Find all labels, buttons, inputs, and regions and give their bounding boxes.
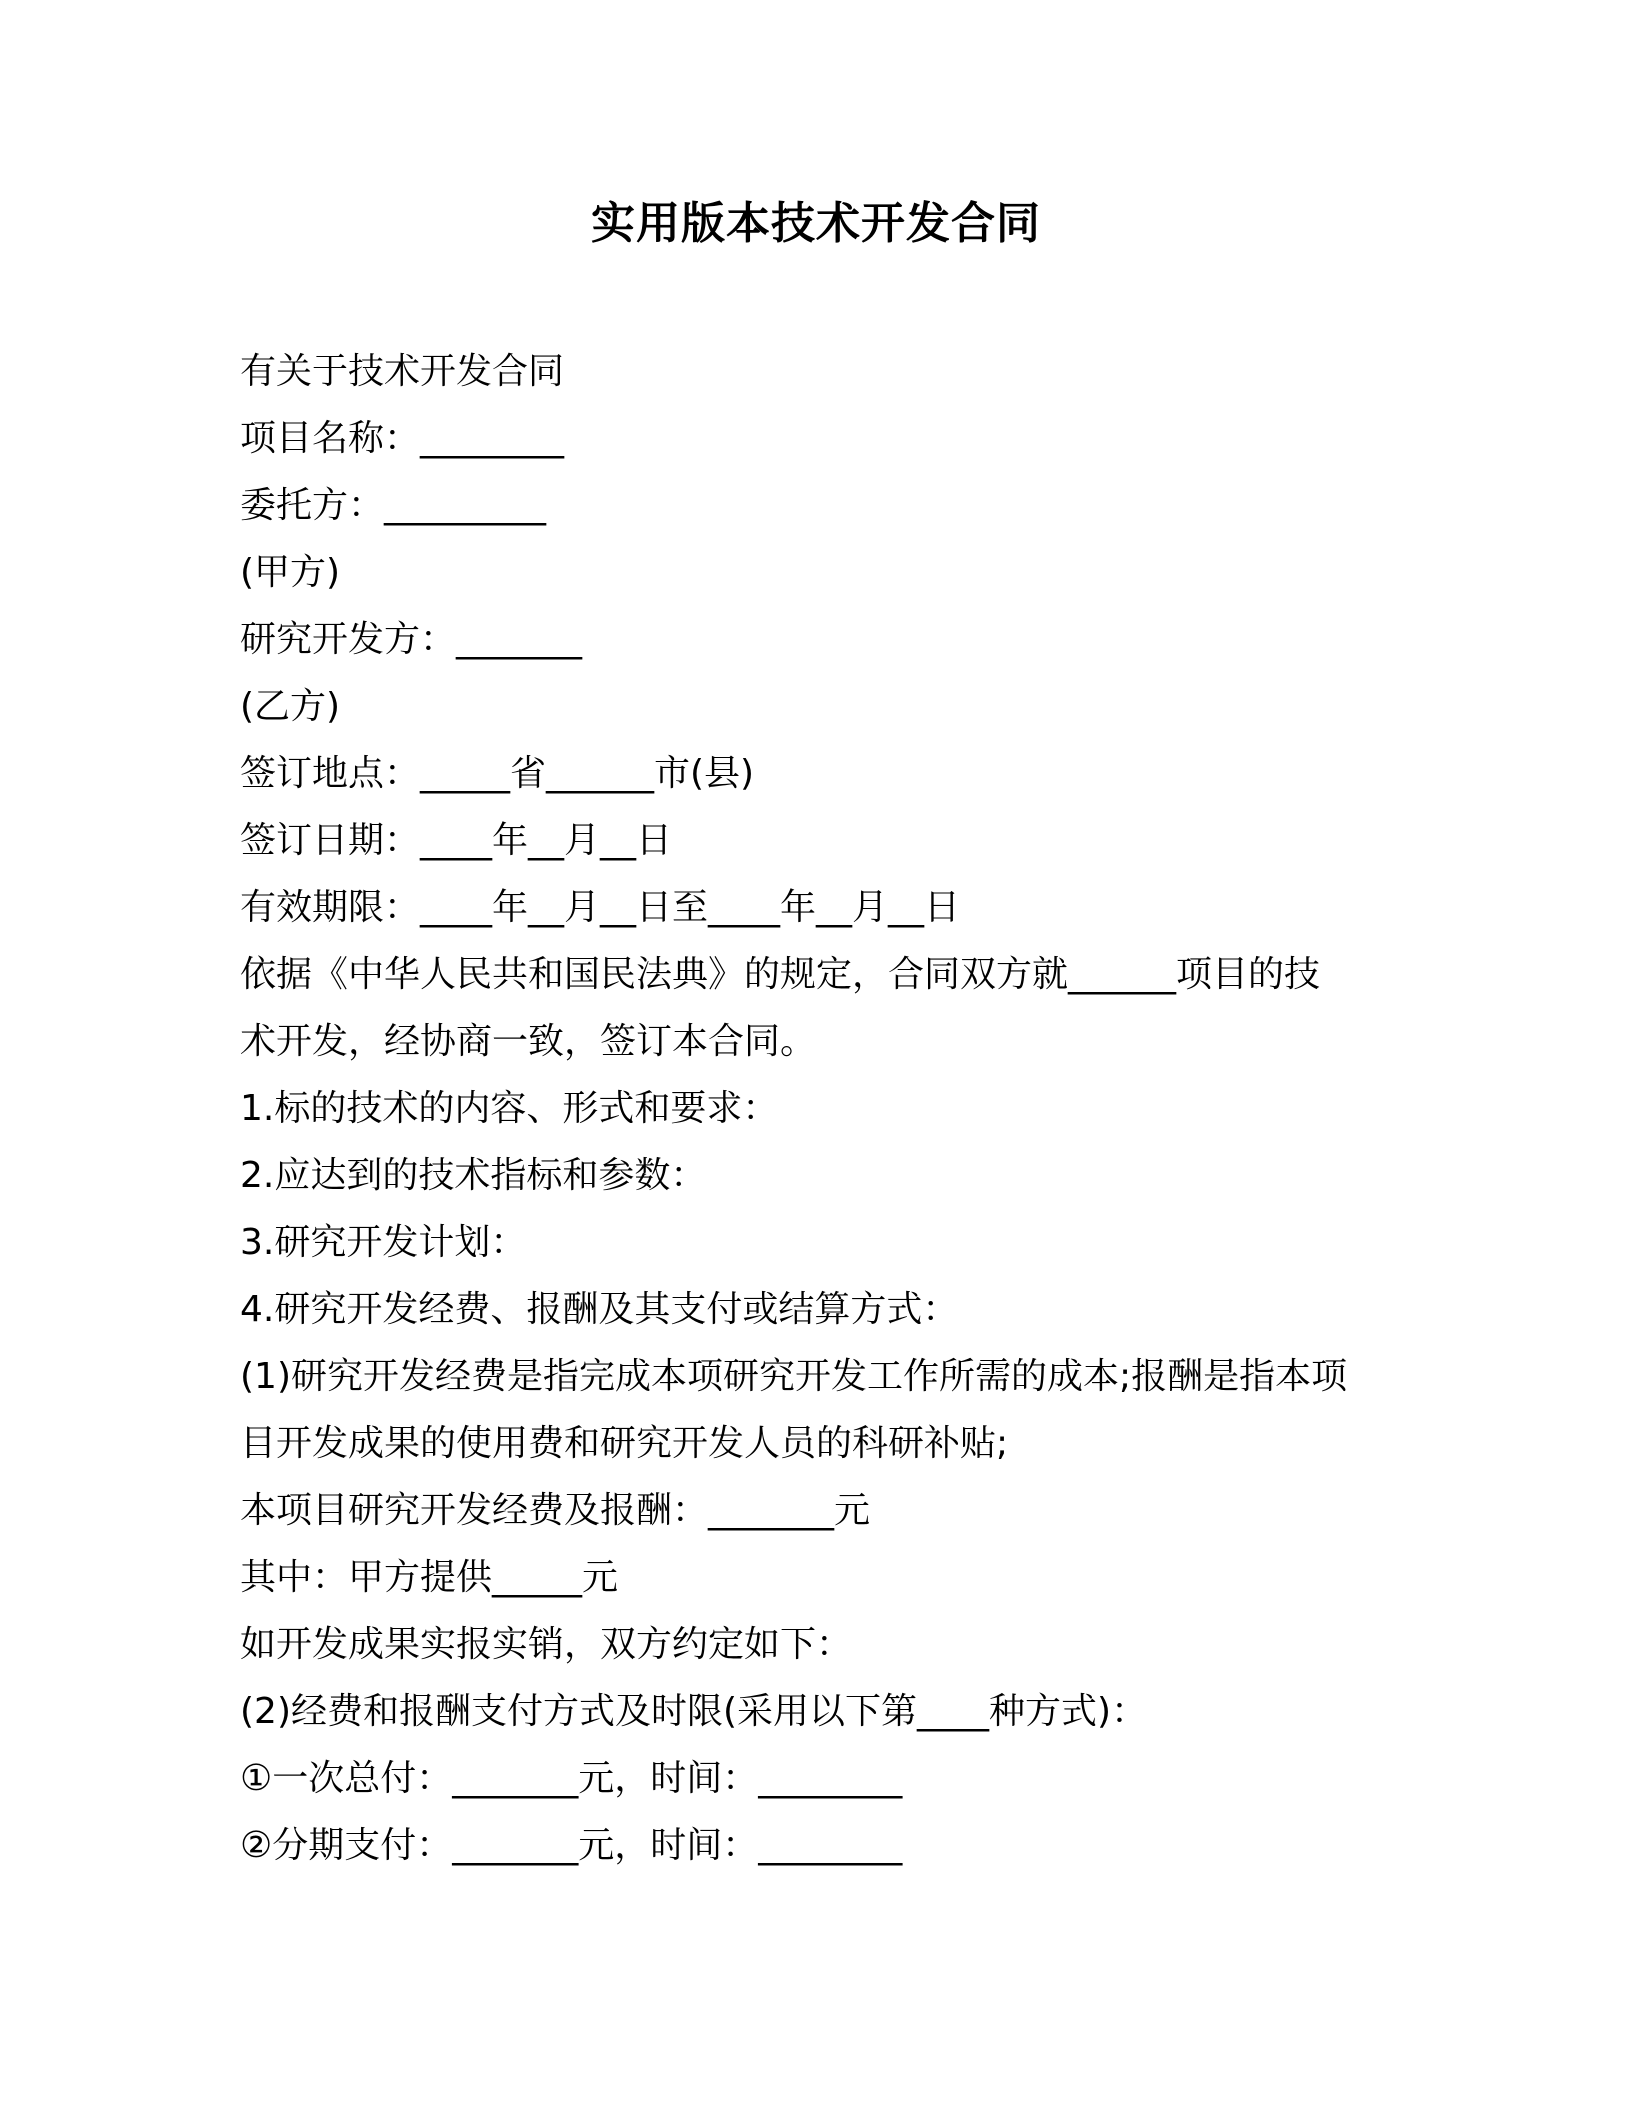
- document-body: [240, 338, 1390, 1879]
- reimbursement-line: 如开发成果实报实销，双方约定如下：: [240, 1624, 853, 1665]
- clause-3: 3.研究开发计划：: [240, 1222, 527, 1263]
- party-a-provides-line: 其中：甲方提供_____元: [240, 1557, 619, 1598]
- clause-2: 2.应达到的技术指标和参数：: [240, 1155, 707, 1196]
- document-title: 实用版本技术开发合同: [591, 198, 1041, 249]
- clause-4-1-line-1: (1)研究开发经费是指完成本项研究开发工作所需的成本;报酬是指本项: [240, 1356, 1348, 1397]
- clause-4-2: (2)经费和报酬支付方式及时限(采用以下第____种方式)：: [240, 1691, 1148, 1732]
- signing-date-line: 签订日期：____年__月__日: [240, 820, 673, 861]
- lump-sum-payment-line: ①一次总付：_______元，时间：________: [240, 1758, 903, 1799]
- clause-4: 4.研究开发经费、报酬及其支付或结算方式：: [240, 1289, 959, 1330]
- signing-place-line: 签订地点：_____省______市(县): [240, 753, 755, 794]
- installment-payment-line: ②分期支付：_______元，时间：________: [240, 1825, 903, 1866]
- party-a-label: (甲方): [240, 552, 341, 593]
- developer-line: 研究开发方：_______: [240, 619, 583, 660]
- clause-4-1-line-2: 目开发成果的使用费和研究开发人员的科研补贴;: [240, 1423, 1009, 1464]
- validity-period-line: 有效期限：____年__月__日至____年__月__日: [240, 887, 961, 928]
- total-fee-line: 本项目研究开发经费及报酬：_______元: [240, 1490, 871, 1531]
- clause-1: 1.标的技术的内容、形式和要求：: [240, 1088, 779, 1129]
- intro-line: 有关于技术开发合同: [240, 351, 565, 392]
- client-line: 委托方：_________: [240, 485, 547, 526]
- project-name-line: 项目名称：________: [240, 418, 565, 459]
- party-b-label: (乙方): [240, 686, 341, 727]
- preamble-line-2: 术开发，经协商一致，签订本合同。: [240, 1021, 817, 1062]
- preamble-line-1: 依据《中华人民共和国民法典》的规定，合同双方就______项目的技: [240, 954, 1321, 995]
